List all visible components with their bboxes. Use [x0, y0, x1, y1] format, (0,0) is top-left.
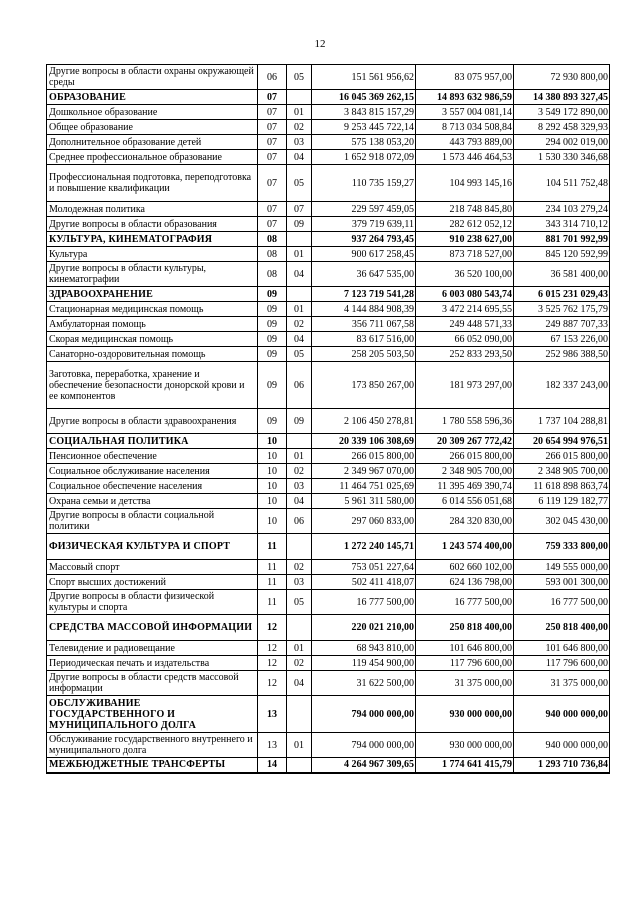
row-name-cell: СРЕДСТВА МАССОВОЙ ИНФОРМАЦИИ: [47, 615, 258, 641]
amount-year1-cell: 20 339 106 308,69: [312, 434, 416, 449]
section-code-cell: 10: [258, 464, 287, 479]
amount-year3-cell: 940 000 000,00: [514, 696, 610, 733]
budget-table: [46, 64, 610, 774]
amount-year1-cell: 356 711 067,58: [312, 317, 416, 332]
row-name-cell: МЕЖБЮДЖЕТНЫЕ ТРАНСФЕРТЫ: [47, 758, 258, 773]
amount-year1-cell: 2 349 967 070,00: [312, 464, 416, 479]
table-row: [47, 332, 610, 347]
amount-year1-cell: 5 961 311 580,00: [312, 494, 416, 509]
amount-year3-cell: 72 930 800,00: [514, 65, 610, 90]
section-code-cell: 12: [258, 656, 287, 671]
subsection-code-cell: 01: [287, 105, 312, 120]
amount-year2-cell: 266 015 800,00: [416, 449, 514, 464]
amount-year1-cell: 110 735 159,27: [312, 165, 416, 202]
table-row: [47, 479, 610, 494]
subsection-code-cell: 01: [287, 641, 312, 656]
section-total-row: [47, 534, 610, 560]
row-name-cell: Скорая медицинская помощь: [47, 332, 258, 347]
amount-year1-cell: 297 060 833,00: [312, 509, 416, 534]
subsection-code-cell: 03: [287, 575, 312, 590]
amount-year1-cell: 16 777 500,00: [312, 590, 416, 615]
section-code-cell: 07: [258, 90, 287, 105]
amount-year3-cell: 20 654 994 976,51: [514, 434, 610, 449]
section-total-row: [47, 758, 610, 773]
table-row: [47, 733, 610, 758]
amount-year2-cell: 602 660 102,00: [416, 560, 514, 575]
section-total-row: [47, 434, 610, 449]
amount-year3-cell: 149 555 000,00: [514, 560, 610, 575]
section-code-cell: 07: [258, 135, 287, 150]
row-name-cell: Другие вопросы в области социальной политики: [47, 509, 258, 534]
amount-year2-cell: 6 014 556 051,68: [416, 494, 514, 509]
amount-year2-cell: 66 052 090,00: [416, 332, 514, 347]
amount-year1-cell: 1 272 240 145,71: [312, 534, 416, 560]
amount-year3-cell: 67 153 226,00: [514, 332, 610, 347]
row-name-cell: Заготовка, переработка, хранение и обеспечение безопасности донорской крови и ее компонентов: [47, 362, 258, 409]
section-code-cell: 09: [258, 362, 287, 409]
row-name-cell: Дошкольное образование: [47, 105, 258, 120]
amount-year3-cell: 101 646 800,00: [514, 641, 610, 656]
amount-year2-cell: 250 818 400,00: [416, 615, 514, 641]
section-code-cell: 07: [258, 165, 287, 202]
amount-year3-cell: 250 818 400,00: [514, 615, 610, 641]
amount-year3-cell: 1 293 710 736,84: [514, 758, 610, 773]
amount-year2-cell: 282 612 052,12: [416, 217, 514, 232]
amount-year3-cell: 182 337 243,00: [514, 362, 610, 409]
amount-year1-cell: 2 106 450 278,81: [312, 409, 416, 434]
amount-year1-cell: 4 144 884 908,39: [312, 302, 416, 317]
row-name-cell: Спорт высших достижений: [47, 575, 258, 590]
row-name-cell: Пенсионное обеспечение: [47, 449, 258, 464]
amount-year1-cell: 173 850 267,00: [312, 362, 416, 409]
table-row: [47, 560, 610, 575]
amount-year1-cell: 794 000 000,00: [312, 696, 416, 733]
amount-year2-cell: 104 993 145,16: [416, 165, 514, 202]
subsection-code-cell: 05: [287, 65, 312, 90]
amount-year2-cell: 16 777 500,00: [416, 590, 514, 615]
amount-year3-cell: 294 002 019,00: [514, 135, 610, 150]
amount-year3-cell: 252 986 388,50: [514, 347, 610, 362]
amount-year3-cell: 940 000 000,00: [514, 733, 610, 758]
amount-year1-cell: 220 021 210,00: [312, 615, 416, 641]
amount-year3-cell: 2 348 905 700,00: [514, 464, 610, 479]
subsection-code-cell: 02: [287, 656, 312, 671]
row-name-cell: Обслуживание государственного внутреннего и муниципального долга: [47, 733, 258, 758]
subsection-code-cell: 02: [287, 317, 312, 332]
section-code-cell: 10: [258, 434, 287, 449]
amount-year1-cell: 379 719 639,11: [312, 217, 416, 232]
subsection-code-cell: 07: [287, 202, 312, 217]
row-name-cell: СОЦИАЛЬНАЯ ПОЛИТИКА: [47, 434, 258, 449]
row-name-cell: КУЛЬТУРА, КИНЕМАТОГРАФИЯ: [47, 232, 258, 247]
amount-year3-cell: 302 045 430,00: [514, 509, 610, 534]
amount-year2-cell: 8 713 034 508,84: [416, 120, 514, 135]
subsection-code-cell: [287, 232, 312, 247]
amount-year2-cell: 443 793 889,00: [416, 135, 514, 150]
amount-year1-cell: 36 647 535,00: [312, 262, 416, 287]
row-name-cell: ЗДРАВООХРАНЕНИЕ: [47, 287, 258, 302]
amount-year2-cell: 249 448 571,33: [416, 317, 514, 332]
amount-year3-cell: 3 525 762 175,79: [514, 302, 610, 317]
row-name-cell: Социальное обеспечение населения: [47, 479, 258, 494]
amount-year2-cell: 910 238 627,00: [416, 232, 514, 247]
row-name-cell: Другие вопросы в области физической культуры и спорта: [47, 590, 258, 615]
subsection-code-cell: 06: [287, 362, 312, 409]
row-name-cell: Другие вопросы в области средств массовой информации: [47, 671, 258, 696]
section-code-cell: 06: [258, 65, 287, 90]
subsection-code-cell: [287, 287, 312, 302]
row-name-cell: Охрана семьи и детства: [47, 494, 258, 509]
subsection-code-cell: [287, 615, 312, 641]
table-row: [47, 347, 610, 362]
section-code-cell: 09: [258, 409, 287, 434]
amount-year2-cell: 14 893 632 986,59: [416, 90, 514, 105]
subsection-code-cell: [287, 90, 312, 105]
section-code-cell: 07: [258, 120, 287, 135]
amount-year3-cell: 234 103 279,24: [514, 202, 610, 217]
row-name-cell: ОБСЛУЖИВАНИЕ ГОСУДАРСТВЕННОГО И МУНИЦИПАЛЬНОГО ДОЛГА: [47, 696, 258, 733]
amount-year2-cell: 1 243 574 400,00: [416, 534, 514, 560]
amount-year2-cell: 117 796 600,00: [416, 656, 514, 671]
amount-year2-cell: 873 718 527,00: [416, 247, 514, 262]
section-code-cell: 12: [258, 615, 287, 641]
table-row: [47, 135, 610, 150]
subsection-code-cell: 05: [287, 347, 312, 362]
section-total-row: [47, 90, 610, 105]
section-code-cell: 08: [258, 262, 287, 287]
amount-year1-cell: 16 045 369 262,15: [312, 90, 416, 105]
amount-year1-cell: 11 464 751 025,69: [312, 479, 416, 494]
amount-year1-cell: 3 843 815 157,29: [312, 105, 416, 120]
amount-year2-cell: 2 348 905 700,00: [416, 464, 514, 479]
amount-year3-cell: 249 887 707,33: [514, 317, 610, 332]
amount-year1-cell: 502 411 418,07: [312, 575, 416, 590]
amount-year2-cell: 252 833 293,50: [416, 347, 514, 362]
row-name-cell: Дополнительное образование детей: [47, 135, 258, 150]
amount-year3-cell: 11 618 898 863,74: [514, 479, 610, 494]
section-code-cell: 11: [258, 590, 287, 615]
amount-year2-cell: 36 520 100,00: [416, 262, 514, 287]
section-code-cell: 09: [258, 287, 287, 302]
amount-year2-cell: 930 000 000,00: [416, 733, 514, 758]
amount-year2-cell: 1 774 641 415,79: [416, 758, 514, 773]
table-row: [47, 302, 610, 317]
row-name-cell: Массовый спорт: [47, 560, 258, 575]
row-name-cell: Другие вопросы в области образования: [47, 217, 258, 232]
amount-year3-cell: 266 015 800,00: [514, 449, 610, 464]
amount-year1-cell: 258 205 503,50: [312, 347, 416, 362]
table-row: [47, 656, 610, 671]
amount-year1-cell: 68 943 810,00: [312, 641, 416, 656]
amount-year2-cell: 11 395 469 390,74: [416, 479, 514, 494]
amount-year2-cell: 181 973 297,00: [416, 362, 514, 409]
section-code-cell: 11: [258, 560, 287, 575]
row-name-cell: Телевидение и радиовещание: [47, 641, 258, 656]
table-row: [47, 105, 610, 120]
table-row: [47, 165, 610, 202]
amount-year3-cell: 6 119 129 182,77: [514, 494, 610, 509]
amount-year3-cell: 31 375 000,00: [514, 671, 610, 696]
table-row: [47, 449, 610, 464]
table-row: [47, 464, 610, 479]
section-code-cell: 07: [258, 217, 287, 232]
row-name-cell: Профессиональная подготовка, переподготовка и повышение квалификации: [47, 165, 258, 202]
section-code-cell: 13: [258, 733, 287, 758]
row-name-cell: Культура: [47, 247, 258, 262]
table-row: [47, 247, 610, 262]
section-code-cell: 12: [258, 641, 287, 656]
section-total-row: [47, 615, 610, 641]
row-name-cell: Другие вопросы в области здравоохранения: [47, 409, 258, 434]
section-code-cell: 09: [258, 302, 287, 317]
subsection-code-cell: 02: [287, 464, 312, 479]
row-name-cell: Амбулаторная помощь: [47, 317, 258, 332]
row-name-cell: Периодическая печать и издательства: [47, 656, 258, 671]
row-name-cell: Стационарная медицинская помощь: [47, 302, 258, 317]
table-row: [47, 150, 610, 165]
section-code-cell: 11: [258, 575, 287, 590]
amount-year1-cell: 753 051 227,64: [312, 560, 416, 575]
amount-year2-cell: 20 309 267 772,42: [416, 434, 514, 449]
table-row: [47, 671, 610, 696]
row-name-cell: Среднее профессиональное образование: [47, 150, 258, 165]
amount-year2-cell: 31 375 000,00: [416, 671, 514, 696]
amount-year1-cell: 794 000 000,00: [312, 733, 416, 758]
subsection-code-cell: [287, 534, 312, 560]
row-name-cell: ОБРАЗОВАНИЕ: [47, 90, 258, 105]
table-body: [47, 65, 610, 773]
subsection-code-cell: [287, 758, 312, 773]
subsection-code-cell: 09: [287, 409, 312, 434]
subsection-code-cell: 01: [287, 449, 312, 464]
amount-year3-cell: 1 530 330 346,68: [514, 150, 610, 165]
amount-year2-cell: 930 000 000,00: [416, 696, 514, 733]
amount-year1-cell: 31 622 500,00: [312, 671, 416, 696]
amount-year2-cell: 284 320 830,00: [416, 509, 514, 534]
section-code-cell: 13: [258, 696, 287, 733]
section-code-cell: 09: [258, 347, 287, 362]
table-row: [47, 494, 610, 509]
section-code-cell: 14: [258, 758, 287, 773]
amount-year2-cell: 1 573 446 464,53: [416, 150, 514, 165]
amount-year3-cell: 6 015 231 029,43: [514, 287, 610, 302]
subsection-code-cell: [287, 434, 312, 449]
subsection-code-cell: 04: [287, 494, 312, 509]
amount-year2-cell: 1 780 558 596,36: [416, 409, 514, 434]
amount-year2-cell: 624 136 798,00: [416, 575, 514, 590]
amount-year1-cell: 151 561 956,62: [312, 65, 416, 90]
table-row: [47, 409, 610, 434]
amount-year3-cell: 845 120 592,99: [514, 247, 610, 262]
page-number: 12: [314, 38, 326, 50]
subsection-code-cell: 01: [287, 733, 312, 758]
section-code-cell: 07: [258, 202, 287, 217]
row-name-cell: Другие вопросы в области культуры, кинематографии: [47, 262, 258, 287]
amount-year3-cell: 14 380 893 327,45: [514, 90, 610, 105]
amount-year2-cell: 6 003 080 543,74: [416, 287, 514, 302]
section-code-cell: 08: [258, 247, 287, 262]
table-row: [47, 120, 610, 135]
amount-year2-cell: 218 748 845,80: [416, 202, 514, 217]
amount-year1-cell: 7 123 719 541,28: [312, 287, 416, 302]
subsection-code-cell: 04: [287, 262, 312, 287]
table-row: [47, 202, 610, 217]
section-code-cell: 09: [258, 332, 287, 347]
section-code-cell: 09: [258, 317, 287, 332]
amount-year1-cell: 229 597 459,05: [312, 202, 416, 217]
amount-year3-cell: 16 777 500,00: [514, 590, 610, 615]
row-name-cell: Санаторно-оздоровительная помощь: [47, 347, 258, 362]
section-code-cell: 07: [258, 150, 287, 165]
subsection-code-cell: 01: [287, 302, 312, 317]
amount-year3-cell: 343 314 710,12: [514, 217, 610, 232]
amount-year3-cell: 759 333 800,00: [514, 534, 610, 560]
amount-year1-cell: 900 617 258,45: [312, 247, 416, 262]
amount-year3-cell: 117 796 600,00: [514, 656, 610, 671]
section-total-row: [47, 287, 610, 302]
table-row: [47, 217, 610, 232]
table-row: [47, 262, 610, 287]
amount-year3-cell: 881 701 992,99: [514, 232, 610, 247]
amount-year1-cell: 266 015 800,00: [312, 449, 416, 464]
amount-year2-cell: 3 557 004 081,14: [416, 105, 514, 120]
table-row: [47, 362, 610, 409]
amount-year1-cell: 575 138 053,20: [312, 135, 416, 150]
table-row: [47, 65, 610, 90]
subsection-code-cell: 09: [287, 217, 312, 232]
subsection-code-cell: 05: [287, 165, 312, 202]
section-code-cell: 10: [258, 494, 287, 509]
table-row: [47, 317, 610, 332]
section-total-row: [47, 232, 610, 247]
row-name-cell: Общее образование: [47, 120, 258, 135]
table-row: [47, 590, 610, 615]
section-code-cell: 10: [258, 449, 287, 464]
section-code-cell: 07: [258, 105, 287, 120]
amount-year3-cell: 104 511 752,48: [514, 165, 610, 202]
section-code-cell: 12: [258, 671, 287, 696]
section-code-cell: 10: [258, 479, 287, 494]
amount-year1-cell: 119 454 900,00: [312, 656, 416, 671]
amount-year1-cell: 1 652 918 072,09: [312, 150, 416, 165]
row-name-cell: Социальное обслуживание населения: [47, 464, 258, 479]
amount-year1-cell: 83 617 516,00: [312, 332, 416, 347]
amount-year3-cell: 593 001 300,00: [514, 575, 610, 590]
subsection-code-cell: 03: [287, 479, 312, 494]
amount-year1-cell: 9 253 445 722,14: [312, 120, 416, 135]
subsection-code-cell: 04: [287, 332, 312, 347]
subsection-code-cell: 04: [287, 150, 312, 165]
amount-year2-cell: 83 075 957,00: [416, 65, 514, 90]
amount-year3-cell: 1 737 104 288,81: [514, 409, 610, 434]
subsection-code-cell: 02: [287, 120, 312, 135]
subsection-code-cell: 05: [287, 590, 312, 615]
section-code-cell: 11: [258, 534, 287, 560]
row-name-cell: Молодежная политика: [47, 202, 258, 217]
section-total-row: [47, 696, 610, 733]
subsection-code-cell: 06: [287, 509, 312, 534]
subsection-code-cell: 04: [287, 671, 312, 696]
table-row: [47, 575, 610, 590]
amount-year2-cell: 101 646 800,00: [416, 641, 514, 656]
subsection-code-cell: 02: [287, 560, 312, 575]
amount-year1-cell: 4 264 967 309,65: [312, 758, 416, 773]
subsection-code-cell: 03: [287, 135, 312, 150]
table-row: [47, 641, 610, 656]
subsection-code-cell: [287, 696, 312, 733]
table-row: [47, 509, 610, 534]
row-name-cell: Другие вопросы в области охраны окружающей среды: [47, 65, 258, 90]
amount-year3-cell: 36 581 400,00: [514, 262, 610, 287]
amount-year3-cell: 8 292 458 329,93: [514, 120, 610, 135]
amount-year3-cell: 3 549 172 890,00: [514, 105, 610, 120]
row-name-cell: ФИЗИЧЕСКАЯ КУЛЬТУРА И СПОРТ: [47, 534, 258, 560]
section-code-cell: 10: [258, 509, 287, 534]
amount-year1-cell: 937 264 793,45: [312, 232, 416, 247]
amount-year2-cell: 3 472 214 695,55: [416, 302, 514, 317]
section-code-cell: 08: [258, 232, 287, 247]
subsection-code-cell: 01: [287, 247, 312, 262]
